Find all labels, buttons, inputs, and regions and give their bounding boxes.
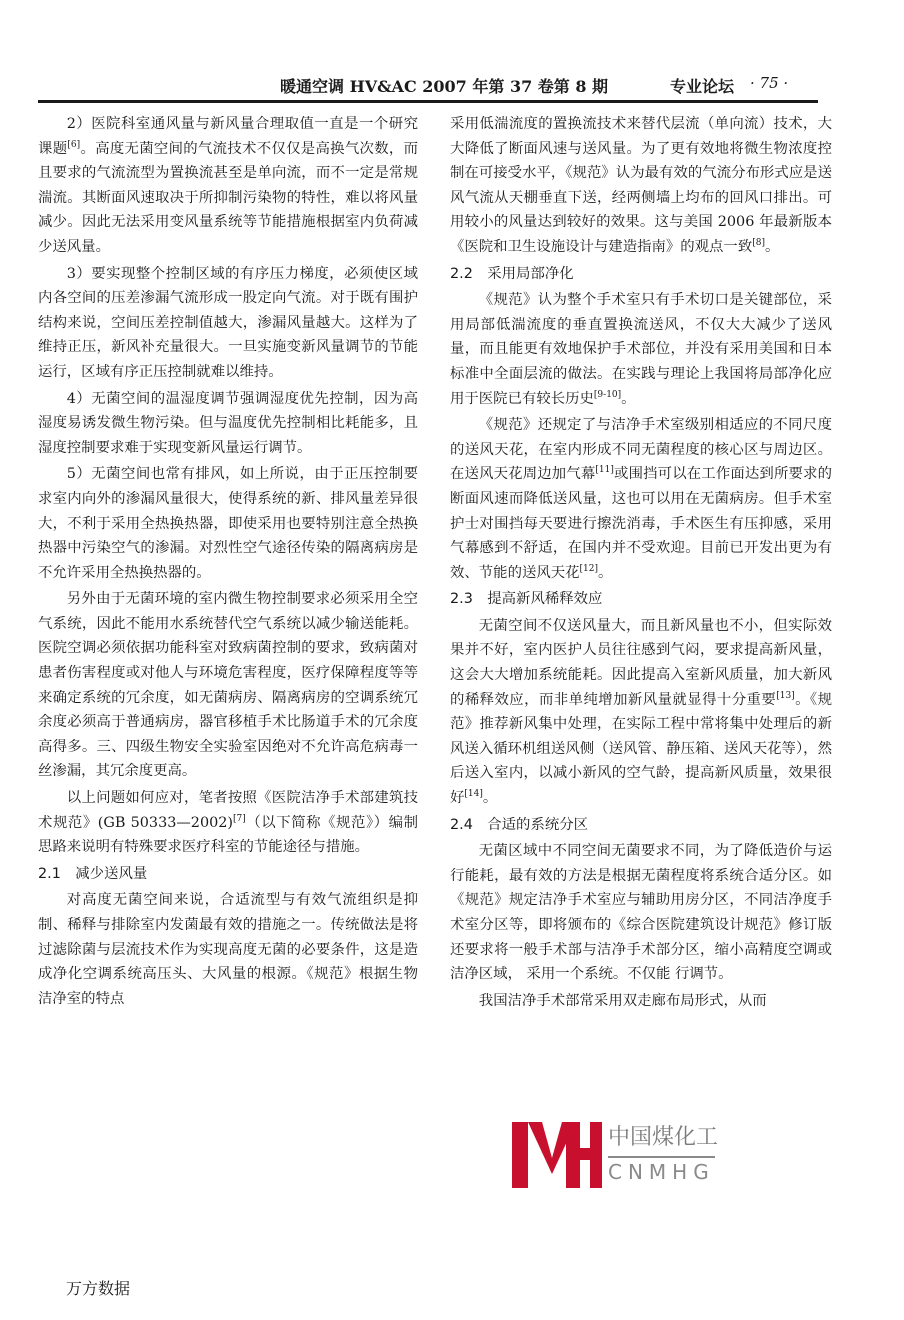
reference-mark: [8] xyxy=(752,238,765,249)
footer-source: 万方数据 xyxy=(66,1279,131,1298)
watermark-logo-icon xyxy=(508,1118,604,1192)
right-column xyxy=(450,112,832,1015)
page-number: · 75 · xyxy=(750,74,789,92)
reference-mark: [13] xyxy=(776,690,795,701)
paragraph: 5）无菌空间也常有排风，如上所说，由于正压控制要求室内向外的渗漏风量很大，使得系统的新、排风量差异很大，不利于采用全热换热器，即使采用也要特别注意全热换热器中污染空气的渗漏。对烈性空气途径传染的隔离病房是不允许采用全热换热器的。 xyxy=(38,466,418,581)
paragraph: 以上问题如何应对，笔者按照《医院洁净手术部建筑技术规范》(GB 50333—2002)[7]（以下简称《规范》）编制思路来说明有特殊要求医疗科室的节能途径与措施。 xyxy=(38,790,418,856)
reference-mark: [9-10] xyxy=(593,389,622,400)
section-name: 专业论坛 xyxy=(670,77,735,96)
paragraph: 2）医院科室通风量与新风量合理取值一直是一个研究课题[6]。高度无菌空间的气流技术不仅仅是高换气次数，而且要求的气流流型为置换流甚至是单向流，而不一定是常规湍流。其断面风速取决于所抑制污染物的特性，难以将风量减少。因此无法采用变风量系统等节能措施根据室内负荷减少送风量。 xyxy=(38,116,418,255)
paragraph: 我国洁净手术部常采用双走廊布局形式，从而 xyxy=(478,992,767,1009)
running-header xyxy=(38,74,818,100)
reference-mark: [7] xyxy=(233,813,246,824)
paragraph: 采用低湍流度的置换流技术来替代层流（单向流）技术，大大降低了断面风速与送风量。为了更有效地将微生物浓度控制在可接受水平，《规范》认为最有效的气流分布形式应是送风气流从天棚垂直下送，经两侧墙上均布的回风口排出。可用较小的风量达到较好的效果。这与美国 2006 年最新版本《医院和卫生设施设计与建造指南》的观点一致[8]。 xyxy=(450,116,832,255)
reference-mark: [12] xyxy=(579,563,599,574)
header-rule xyxy=(38,100,818,103)
left-column xyxy=(38,112,418,1013)
paragraph: 3）要实现整个控制区域的有序压力梯度，必须使区域内各空间的压差渗漏气流形成一股定向气流。对于既有围护结构来说，空间压差控制值越大，渗漏风量越大。这样为了维持正压，新风补充量很大。一旦实施变新风量调节的节能运行，区域有序正压控制就难以维持。 xyxy=(38,265,418,380)
paragraph: 4）无菌空间的温湿度调节强调湿度优先控制，因为高湿度易诱发微生物污染。但与温度优先控制相比耗能多，且湿度控制要求难于实现变新风量运行调节。 xyxy=(38,390,418,456)
section-heading: 2.3 提高新风稀释效应 xyxy=(450,591,603,608)
paragraph: 《规范》认为整个手术室只有手术切口是关键部位，采用局部低湍流度的垂直置换流送风，不仅大大减少了送风量，而且能更有效地保护手术部位，并没有采用美国和日本标准中全面层流的做法。在实践与理论上我国将局部净化应用于医院已有较长历史[9-10]。 xyxy=(450,292,832,407)
watermark-en-text: CNMHG xyxy=(608,1156,715,1184)
section-heading: 2.2 采用局部净化 xyxy=(450,265,574,282)
journal-title: 暖通空调 HV&AC 2007 年第 37 卷第 8 期 xyxy=(280,77,609,96)
reference-mark: [6] xyxy=(67,139,81,150)
watermark-cn-text: 中国煤化工 xyxy=(608,1125,719,1150)
section-heading: 2.4 合适的系统分区 xyxy=(450,816,589,833)
section-heading: 2.1 减少送风量 xyxy=(38,865,148,882)
reference-mark: [14] xyxy=(464,789,483,800)
paragraph: 对高度无菌空间来说，合适流型与有效气流组织是抑制、稀释与排除室内发菌最有效的措施之一。传统做法是将过滤除菌与层流技术作为实现高度无菌的必要条件，这是造成净化空调系统高压头、大风量的根源。《规范》根据生物洁净室的特点 xyxy=(38,892,418,1007)
reference-mark: [11] xyxy=(595,465,614,476)
paragraph: 另外由于无菌环境的室内微生物控制要求必须采用全空气系统，因此不能用水系统替代空气系统以减少输送能耗。医院空调必须依据功能科室对致病菌控制的要求，致病菌对患者伤害程度或对他人与环境危害程度，医疗保障程度等等来确定系统的冗余度，如无菌病房、隔离病房的空调系统冗余度必须高于普通病房，器官移植手术比肠道手术的冗余度高得多。三、四级生物安全实验室因绝对不允许高危病毒一丝渗漏，其冗余度更高。 xyxy=(38,591,418,780)
paragraph: 无菌区域中不同空间无菌要求不同，为了降低造价与运行能耗，最有效的方法是根据无菌程度将系统合适分区。如《规范》规定洁净手术室应与辅助用房分区，不同洁净度手术室分区等，即将颁布的《综合医院建筑设计规范》修订版还要求将一般手术部与洁净手术部分区，缩小高精度空调或洁净区域， 采用一个系统。不仅能 行调节。 xyxy=(450,843,832,983)
paragraph: 《规范》还规定了与洁净手术室级别相适应的不同尺度的送风天花，在室内形成不同无菌程度的核心区与周边区。在送风天花周边加气幕[11]或围挡可以在工作面达到所要求的断面风速而降低送风量，这也可以用在无菌病房。但手术室护士对围挡每天要进行擦洗消毒，手术医生有压抑感，采用气幕感到不舒适，在国内并不受欢迎。目前已开发出更为有效、节能的送风天花[12]。 xyxy=(450,417,832,581)
watermark xyxy=(508,1112,798,1196)
paragraph: 无菌空间不仅送风量大，而且新风量也不小，但实际效果并不好，室内医护人员往往感到气闷，要求提高新风量，这会大大增加系统能耗。因此提高入室新风质量，加大新风的稀释效应，而非单纯增加新风量就显得十分重要[13]。《规范》推荐新风集中处理，在实际工程中常将集中处理后的新风送入循环机组送风侧（送风管、静压箱、送风天花等），然后送入室内，以减小新风的空气龄，提高新风质量，效果很好[14]。 xyxy=(450,617,832,807)
